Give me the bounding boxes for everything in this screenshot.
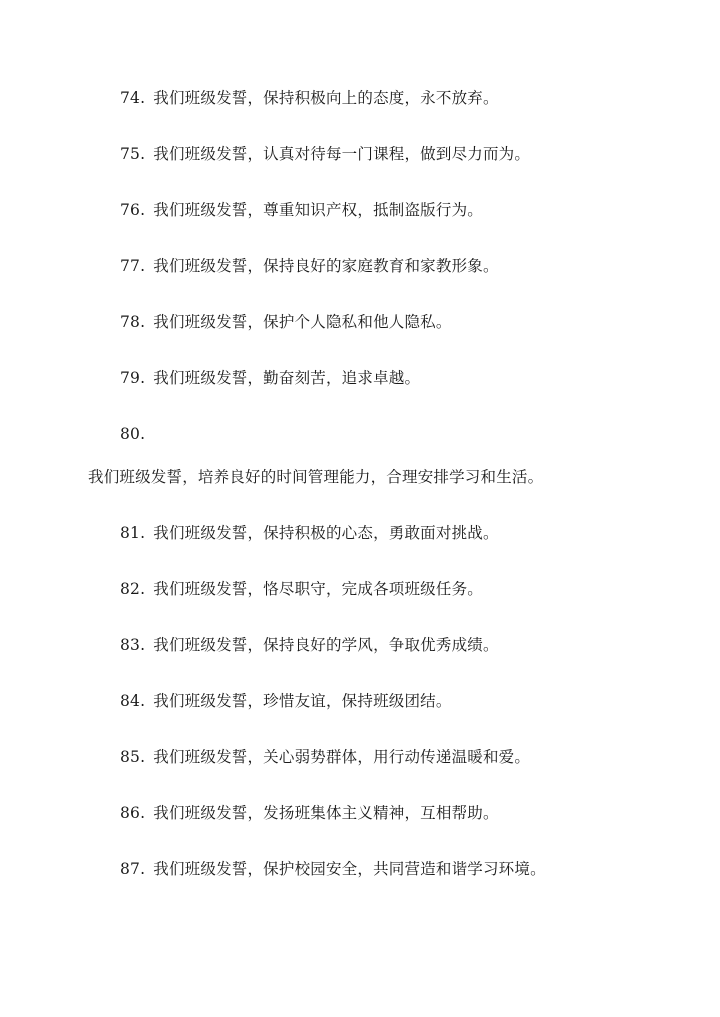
item-text: 我们班级发誓，保持积极向上的态度，永不放弃。 (153, 89, 499, 107)
list-item (120, 200, 483, 220)
item-number: 83. (120, 636, 146, 654)
item-text: 我们班级发誓，发扬班集体主义精神，互相帮助。 (153, 804, 499, 822)
item-text: 我们班级发誓，关心弱势群体，用行动传递温暖和爱。 (153, 748, 531, 766)
list-item (120, 523, 499, 543)
item-text: 我们班级发誓，珍惜友谊，保持班级团结。 (153, 692, 452, 710)
list-item (120, 144, 530, 164)
item-text: 我们班级发誓，勤奋刻苦，追求卓越。 (153, 369, 421, 387)
item-number: 81. (120, 524, 146, 542)
item-text: 我们班级发誓，保持良好的学风，争取优秀成绩。 (153, 636, 499, 654)
item-text: 我们班级发誓，保护校园安全，共同营造和谐学习环境。 (153, 860, 546, 878)
item-text: 我们班级发誓，尊重知识产权，抵制盗版行为。 (153, 201, 483, 219)
item-text: 我们班级发誓，保护个人隐私和他人隐私。 (153, 313, 452, 331)
list-item (120, 368, 420, 388)
item-number: 86. (120, 804, 146, 822)
item-text: 我们班级发誓，保持良好的家庭教育和家教形象。 (153, 257, 499, 275)
list-item (120, 256, 499, 276)
list-item (120, 635, 499, 655)
item-number: 85. (120, 748, 146, 766)
item-number: 75. (120, 145, 146, 163)
item-text: 我们班级发誓，恪尽职守，完成各项班级任务。 (153, 580, 483, 598)
list-item (120, 88, 499, 108)
item-text: 我们班级发誓，保持积极的心态，勇敢面对挑战。 (153, 524, 499, 542)
item-text: 我们班级发誓，认真对待每一门课程，做到尽力而为。 (153, 145, 531, 163)
list-item (120, 803, 499, 823)
item-number: 84. (120, 692, 146, 710)
list-item-wrapped-text: 我们班级发誓，培养良好的时间管理能力，合理安排学习和生活。 (88, 468, 544, 486)
item-number: 82. (120, 580, 146, 598)
list-item (120, 747, 530, 767)
list-item (120, 859, 546, 879)
item-number: 87. (120, 860, 146, 878)
item-number: 76. (120, 201, 146, 219)
list-item (120, 312, 452, 332)
item-number: 77. (120, 257, 146, 275)
item-number: 80. (120, 425, 146, 443)
item-number: 79. (120, 369, 146, 387)
list-item-number-only (120, 424, 153, 444)
list-item (120, 691, 452, 711)
item-number: 74. (120, 89, 146, 107)
item-number: 78. (120, 313, 146, 331)
list-item (120, 579, 483, 599)
